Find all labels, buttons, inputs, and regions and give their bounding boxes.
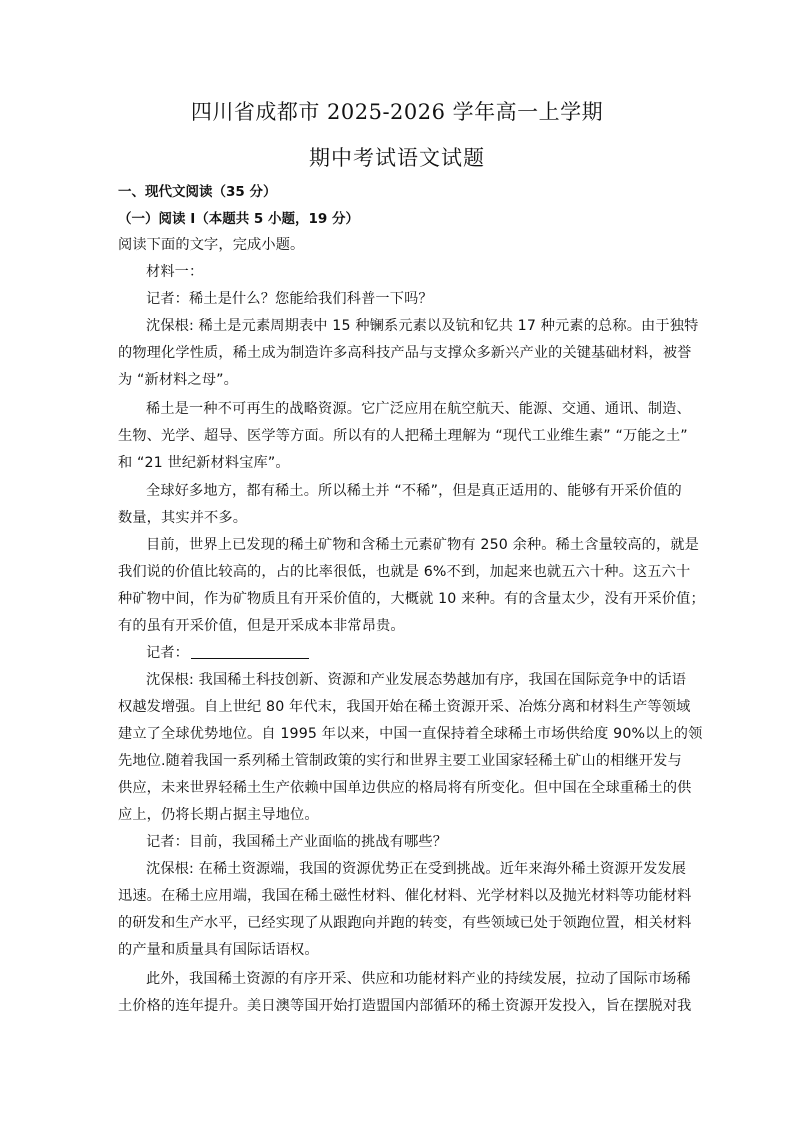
reporter-label: 记者： xyxy=(146,645,190,661)
paragraph-line: 有的虽有开采价值，但是开采成本非常昂贵。 xyxy=(118,618,405,634)
paragraph-line: 生物、光学、超导、医学等方面。所以有的人把稀土理解为 “现代工业维生素” “万能之土” xyxy=(118,428,688,444)
paragraph-line: 此外，我国稀土资源的有序开采、供应和功能材料产业的持续发展，拉动了国际市场稀 xyxy=(146,971,691,987)
paragraph-line: 迅速。在稀土应用端，我国在稀土磁性材料、催化材料、光学材料以及抛光材料等功能材料 xyxy=(118,888,692,904)
paragraph-line: 种矿物中间，作为矿物质且有开采价值的，大概就 10 来种。有的含量太少，没有开采价值； xyxy=(118,591,705,607)
paragraph-line: 的研发和生产水平，已经实现了从跟跑向并跑的转变，有些领域已处于领跑位置，相关材料 xyxy=(118,915,692,931)
instruction-line: 阅读下面的文字，完成小题。 xyxy=(118,237,305,253)
paragraph-line: 的物理化学性质，稀土成为制造许多高科技产品与支撑众多新兴产业的关键基础材料，被誉 xyxy=(118,345,692,361)
paragraph-line: 记者：目前，我国稀土产业面临的挑战有哪些？ xyxy=(146,834,448,850)
paragraph-line: 应上，仍将长期占据主导地位。 xyxy=(118,807,319,823)
paragraph-line: 我们说的价值比较高的，占的比率很低，也就是 6%不到，加起来也就五六十种。这五六十 xyxy=(118,564,691,580)
paragraph-line: 建立了全球优势地位。自 1995 年以来，中国一直保持着全球稀土市场供给度 90%以上的领 xyxy=(118,726,703,742)
paragraph-line: 沈保根: 我国稀土科技创新、资源和产业发展态势越加有序，我国在国际竞争中的话语 xyxy=(146,672,687,688)
paragraph-line: 先地位.随着我国一系列稀土管制政策的实行和世界主要工业国家轻稀土矿山的相继开发与 xyxy=(118,753,682,769)
document-title: 四川省成都市 2025-2026 学年高一上学期 xyxy=(190,100,604,124)
paragraph-line: 权越发增强。自上世纪 80 年代末，我国开始在稀土资源开采、冶炼分离和材料生产等领域 xyxy=(118,699,691,715)
paragraph-line: 土价格的连年提升。美日澳等国开始打造盟国内部循环的稀土资源开发投入，旨在摆脱对我 xyxy=(118,998,692,1014)
section-subheading: （一）阅读 I（本题共 5 小题，19 分） xyxy=(118,211,360,227)
paragraph-line: 的产量和质量具有国际话语权。 xyxy=(118,942,319,958)
paragraph-line: 沈保根: 在稀土资源端，我国的资源优势正在受到挑战。近年来海外稀土资源开发发展 xyxy=(146,861,687,877)
document-subtitle: 期中考试语文试题 xyxy=(309,146,485,170)
blank-question-line xyxy=(146,642,678,662)
paragraph-line: 沈保根: 稀土是元素周期表中 15 种镧系元素以及钪和钇共 17 种元素的总称。由于独特 xyxy=(146,318,699,334)
answer-blank[interactable] xyxy=(191,644,309,659)
paragraph-line: 数量，其实并不多。 xyxy=(118,510,248,526)
paragraph-line: 为 “新材料之母”。 xyxy=(118,372,239,388)
paragraph-line: 供应，未来世界轻稀土生产依赖中国单边供应的格局将有所变化。但中国在全球重稀土的供 xyxy=(118,780,692,796)
paragraph-line: 记者：稀土是什么？您能给我们科普一下吗？ xyxy=(146,291,433,307)
paragraph-line: 全球好多地方，都有稀土。所以稀土并 “不稀”，但是真正适用的、能够有开采价值的 xyxy=(146,483,682,499)
paragraph-line: 目前，世界上已发现的稀土矿物和含稀土元素矿物有 250 余种。稀土含量较高的，就是 xyxy=(146,537,700,553)
section-heading: 一、现代文阅读（35 分） xyxy=(118,184,277,200)
paragraph-line: 和 “21 世纪新材料宝库”。 xyxy=(118,455,290,471)
paragraph-line: 稀土是一种不可再生的战略资源。它广泛应用在航空航天、能源、交通、通讯、制造、 xyxy=(146,401,691,417)
material-label: 材料一： xyxy=(146,264,204,280)
